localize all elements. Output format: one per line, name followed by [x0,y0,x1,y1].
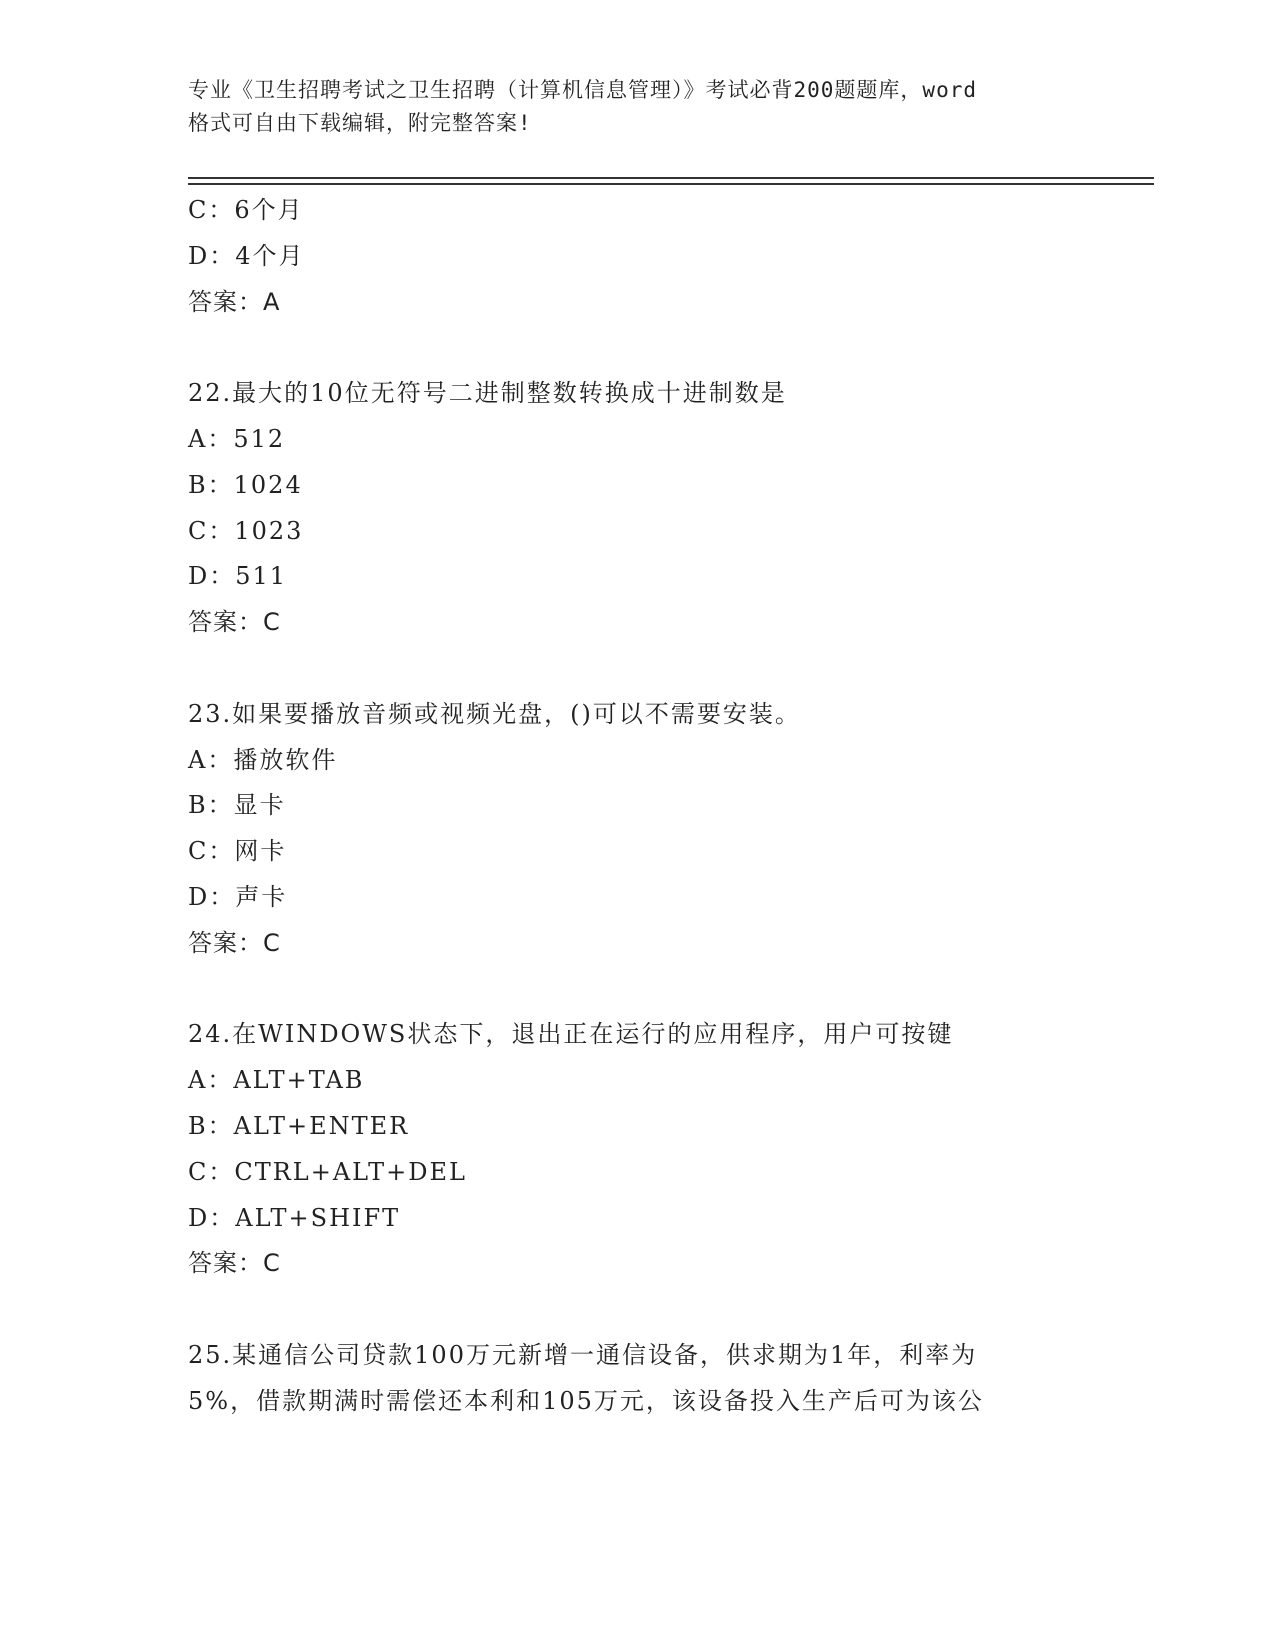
option-line: A：ALT+TAB [188,1066,365,1095]
header-divider-bottom [188,183,1154,185]
question-stem: 25.某通信公司贷款100万元新增一通信设备，供求期为1年，利率为 [188,1340,978,1369]
question-spacer [188,646,1148,692]
header-line-2: 格式可自由下载编辑，附完整答案! [188,111,532,135]
option-line: D：4个月 [188,241,305,270]
option-line: B：显卡 [188,791,286,820]
question-list [188,188,1148,1425]
answer-line: 答案：C [188,608,281,637]
option-line: D：511 [188,562,288,591]
question-stem: 23.如果要播放音频或视频光盘，()可以不需要安装。 [188,699,801,728]
option-line: D：声卡 [188,882,288,911]
document-header [188,74,1088,140]
answer-line: 答案：A [188,287,281,316]
answer-line: 答案：C [188,1249,281,1278]
question-spacer [188,967,1148,1013]
option-line: B：ALT+ENTER [188,1111,410,1140]
question-stem: 24.在WINDOWS状态下，退出正在运行的应用程序，用户可按键 [188,1020,954,1049]
option-line: C：网卡 [188,837,287,866]
option-line: C：1023 [188,516,304,545]
question-line: 5%，借款期满时需偿还本利和105万元，该设备投入生产后可为该公 [188,1386,984,1415]
option-line: C：6个月 [188,196,304,224]
header-line-1: 专业《卫生招聘考试之卫生招聘（计算机信息管理）》考试必背200题题库，word [188,78,977,102]
option-line: A：播放软件 [188,745,338,774]
option-line: A：512 [188,424,286,453]
option-line: C：CTRL+ALT+DEL [188,1157,467,1186]
answer-line: 答案：C [188,928,281,957]
header-divider-top [188,177,1154,179]
option-line: B：1024 [188,470,303,499]
question-spacer [188,1287,1148,1333]
question-spacer [188,325,1148,371]
option-line: D：ALT+SHIFT [188,1203,401,1232]
question-stem: 22.最大的10位无符号二进制整数转换成十进制数是 [188,379,787,408]
